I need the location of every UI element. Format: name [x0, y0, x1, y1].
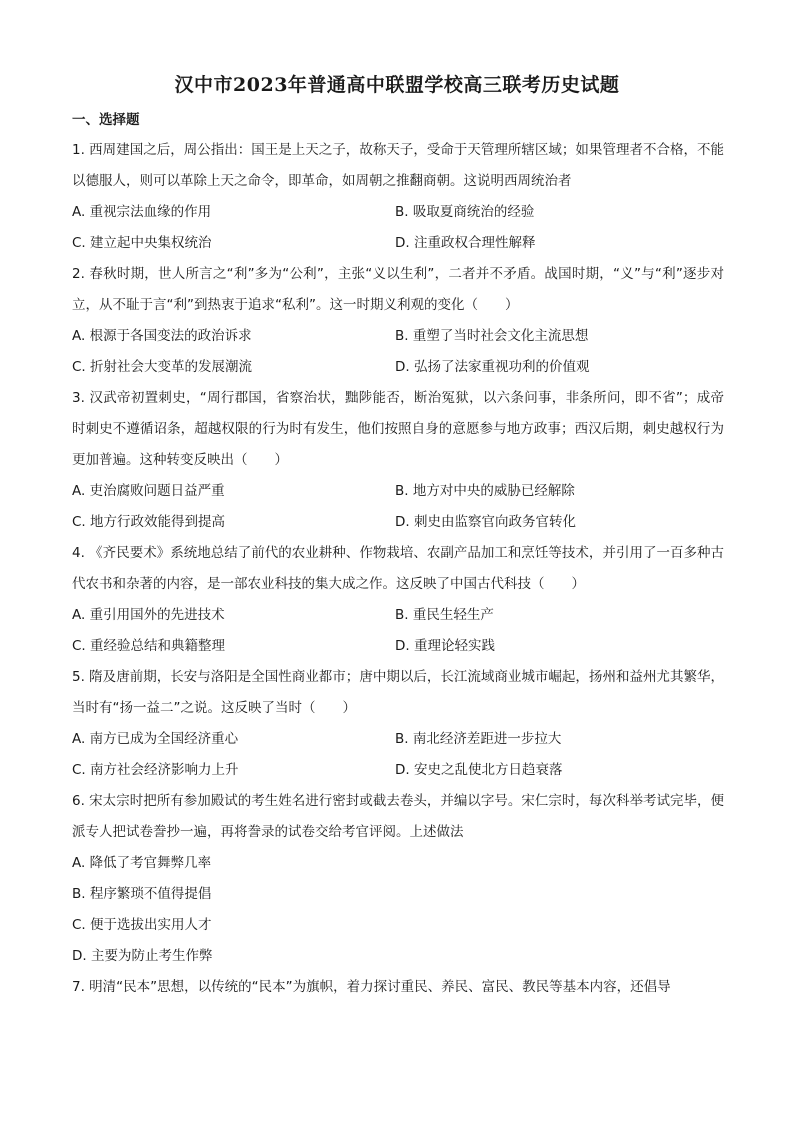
option-a[interactable]: A. 吏治腐败问题日益严重 [72, 483, 225, 499]
question-2 [72, 259, 724, 383]
options-row [72, 321, 724, 352]
option-c[interactable]: C. 便于选拔出实用人才 [72, 917, 212, 933]
options-row [72, 724, 724, 755]
option-b[interactable]: B. 程序繁琐不值得提倡 [72, 886, 212, 902]
option-d[interactable]: D. 刺史由监察官向政务官转化 [395, 514, 576, 530]
option-b[interactable]: B. 重塑了当时社会文化主流思想 [395, 328, 589, 344]
option-c[interactable]: C. 南方社会经济影响力上升 [72, 762, 239, 778]
options-row [72, 600, 724, 631]
section-heading: 一、选择题 [72, 112, 140, 128]
question-stem: 5. 隋及唐前期，长安与洛阳是全国性商业都市；唐中期以后，长江流域商业城市崛起，扬州和益州尤其繁华，当时有“扬一益二”之说。这反映了当时（ ） [72, 669, 724, 716]
option-c[interactable]: C. 重经验总结和典籍整理 [72, 638, 226, 654]
options-row [72, 228, 724, 259]
option-c[interactable]: C. 建立起中央集权统治 [72, 235, 212, 251]
question-3 [72, 383, 724, 538]
question-4 [72, 538, 724, 662]
option-a[interactable]: A. 根源于各国变法的政治诉求 [72, 328, 252, 344]
option-c[interactable]: C. 地方行政效能得到提高 [72, 514, 226, 530]
question-stem: 2. 春秋时期，世人所言之“利”多为“公利”，主张“义以生利”，二者并不矛盾。战国时期，“义”与“利”逐步对立，从不耻于言“利”到热衷于追求“私利”。这一时期义利观的变化（ ） [72, 266, 724, 313]
question-stem: 4. 《齐民要术》系统地总结了前代的农业耕种、作物栽培、农副产品加工和烹饪等技术，并引用了一百多种古代农书和杂著的内容，是一部农业科技的集大成之作。这反映了中国古代科技（ ） [72, 545, 724, 592]
options-row [72, 476, 724, 507]
option-d[interactable]: D. 主要为防止考生作弊 [72, 948, 213, 964]
question-6 [72, 786, 724, 972]
question-stem: 1. 西周建国之后，周公指出：国王是上天之子，故称天子，受命于天管理所辖区域；如果管理者不合格，不能以德服人，则可以革除上天之命令，即革命，如周朝之推翻商朝。这说明西周统治者 [72, 142, 724, 189]
question-stem: 6. 宋太宗时把所有参加殿试的考生姓名进行密封或截去卷头，并编以字号。宋仁宗时，每次科举考试完毕，便派专人把试卷誊抄一遍，再将誊录的试卷交给考官评阅。上述做法 [72, 793, 724, 840]
option-a[interactable]: A. 重引用国外的先进技术 [72, 607, 225, 623]
option-a[interactable]: A. 降低了考官舞弊几率 [72, 855, 212, 871]
question-1 [72, 135, 724, 259]
option-b[interactable]: B. 重民生轻生产 [395, 607, 494, 623]
page-title: 汉中市2023年普通高中联盟学校高三联考历史试题 [174, 74, 620, 96]
option-d[interactable]: D. 弘扬了法家重视功利的价值观 [395, 359, 590, 375]
option-a[interactable]: A. 南方已成为全国经济重心 [72, 731, 239, 747]
options-row [72, 631, 724, 662]
option-b[interactable]: B. 地方对中央的威胁已经解除 [395, 483, 575, 499]
option-c[interactable]: C. 折射社会大变革的发展潮流 [72, 359, 253, 375]
question-stem: 3. 汉武帝初置刺史，“周行郡国，省察治状，黜陟能否，断治冤狱，以六条问事，非条所问，即不省”；成帝时刺史不遵循诏条，超越权限的行为时有发生，他们按照自身的意愿参与地方政事；西汉后期，刺史越权行为更加普遍。这种转变反映出（ ） [72, 390, 724, 468]
options-row [72, 197, 724, 228]
option-d[interactable]: D. 重理论轻实践 [395, 638, 495, 654]
options-row [72, 507, 724, 538]
question-5 [72, 662, 724, 786]
option-d[interactable]: D. 注重政权合理性解释 [395, 235, 536, 251]
options-row [72, 755, 724, 786]
option-b[interactable]: B. 南北经济差距进一步拉大 [395, 731, 562, 747]
option-d[interactable]: D. 安史之乱使北方日趋衰落 [395, 762, 563, 778]
options-row [72, 352, 724, 383]
question-stem: 7. 明清“民本”思想，以传统的“民本”为旗帜，着力探讨重民、养民、富民、教民等基本内容，还倡导 [72, 979, 671, 995]
option-a[interactable]: A. 重视宗法血缘的作用 [72, 204, 212, 220]
option-b[interactable]: B. 吸取夏商统治的经验 [395, 204, 535, 220]
question-7 [72, 972, 724, 1003]
